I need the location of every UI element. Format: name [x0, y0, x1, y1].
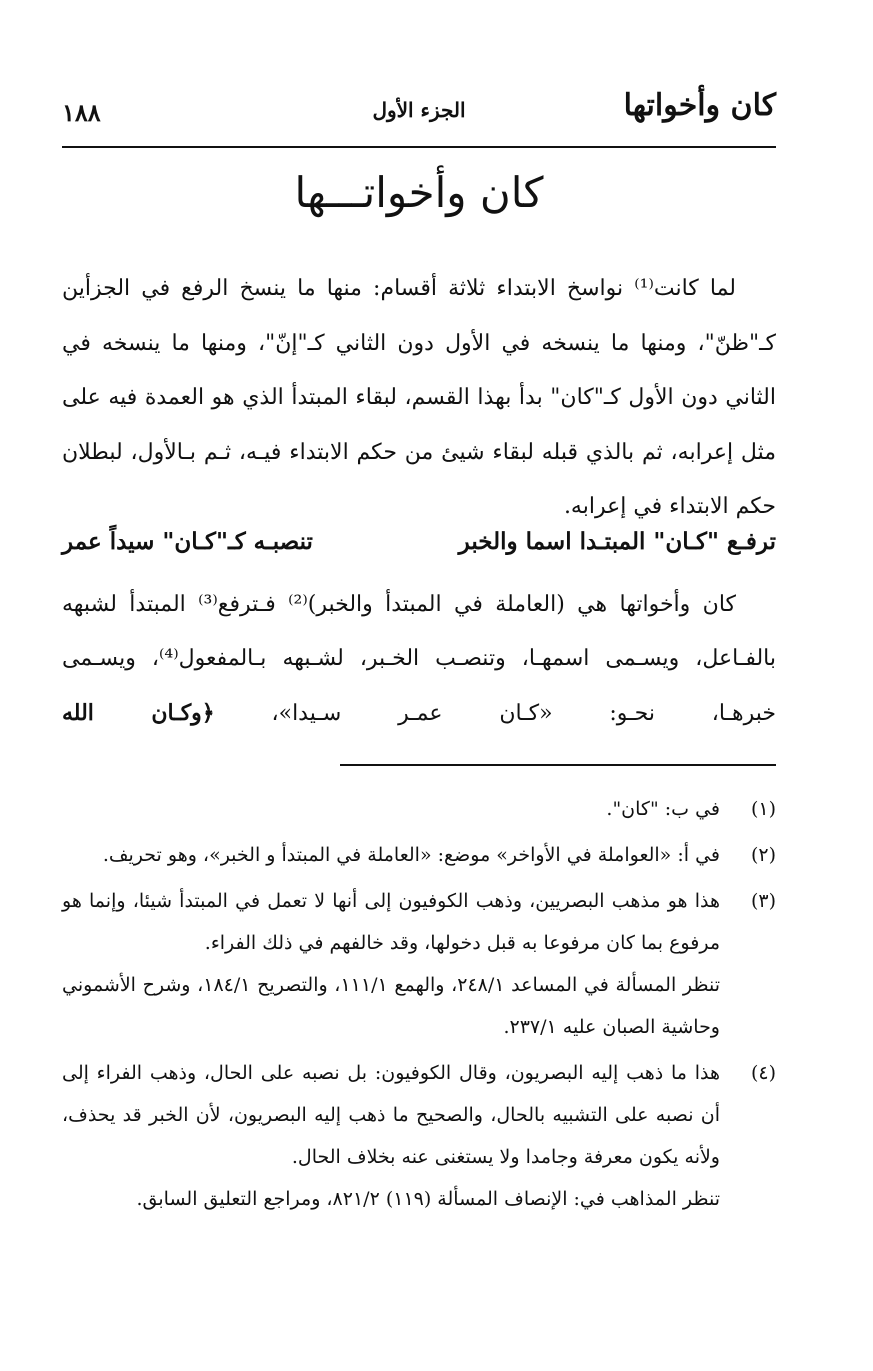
explanation-paragraph	[62, 578, 776, 741]
footnote-text: هذا ما ذهب إليه البصريون، وقال الكوفيون: بل نصبه على الحال، وذهب الفراء إلى أن نصبه على التشبيه بالحال، والصحيح ما ذهب إليه البصريون، لأن الخبر قد يحذف، ولأنه يكون معرفة وجامدا ولا يستغنى عنه بخلاف الحال.	[62, 1062, 720, 1168]
footnote-text: في ب: "كان".	[606, 798, 720, 820]
footnote-4	[62, 1052, 776, 1220]
footnote-1	[62, 788, 776, 830]
footnotes	[62, 788, 776, 1220]
footnote-number: (٤)	[750, 1062, 776, 1084]
header-rule	[62, 146, 776, 148]
chapter-title: كان وأخواتها	[623, 88, 776, 123]
footnote-number: (٣)	[750, 890, 776, 912]
footnote-number: (١)	[750, 798, 776, 820]
paragraph-text	[62, 578, 776, 741]
paragraph-body: كان وأخواتها هي (العاملة في المبتدأ والخبر)⁽²⁾ فـترفع⁽³⁾ المبتدأ لشبهه بالفـاعل، ويسـمى اسمهـا، وتنصـب الخـبر، لشـبهه بـالمفعول⁽⁴⁾، ويسـمى خبرهـا، نحـو: «كـان عمـر سـيدا»،	[62, 592, 776, 726]
part-label: الجزء الأول	[372, 98, 466, 122]
footnote-reference: تنظر المسألة في المساعد ٢٤٨/١، والهمع ١١١/١، والتصريح ١٨٤/١، وشرح الأشموني وحاشية الصبان عليه ٢٣٧/١.	[62, 974, 721, 1038]
quran-quote: ﴿وكـان الله	[62, 700, 215, 726]
intro-paragraph	[62, 262, 776, 535]
footnote-3	[62, 880, 776, 1048]
section-title: كان وأخواتـــها	[294, 168, 544, 217]
footnote-number: (٢)	[750, 844, 776, 866]
verse-first-hemistich: ترفـع "كـان" المبتـدا اسما والخبر	[458, 528, 776, 555]
footnote-separator	[340, 764, 776, 766]
verse-line	[62, 528, 776, 568]
footnote-2	[62, 834, 776, 876]
running-header	[62, 88, 776, 138]
verse-second-hemistich: تنصبـه كـ"كـان" سيداً عمر	[62, 528, 313, 555]
paragraph-text: لما كانت⁽¹⁾ نواسخ الابتداء ثلاثة أقسام: منها ما ينسخ الرفع في الجزأين كـ"ظنّ"، ومنها ما ينسخه في الأول دون الثاني كـ"إنّ"، ومنها ما ينسخه في الثاني دون الأول كـ"كان" بدأ بهذا القسم، لبقاء المبتدأ الذي هو العمدة فيه على مثل إعرابه، ثم بالذي قبله لبقاء شيئ من حكم الابتداء فيـه، ثـم بـالأول، لبطلان حكم الابتداء في إعرابه.	[62, 276, 776, 519]
page-number: ١٨٨	[62, 98, 101, 127]
footnote-text: في أ: «العواملة في الأواخر» موضع: «العاملة في المبتدأ و الخبر»، وهو تحريف.	[102, 844, 720, 866]
footnote-reference: تنظر المذاهب في: الإنصاف المسألة (١١٩) ٨٢١/٢، ومراجع التعليق السابق.	[136, 1188, 720, 1210]
footnote-text: هذا هو مذهب البصريين، وذهب الكوفيون إلى أنها لا تعمل في المبتدأ شيئا، وإنما هو مرفوع بما كان مرفوعا به قبل دخولها، وقد خالفهم في ذلك الفراء.	[62, 890, 720, 954]
